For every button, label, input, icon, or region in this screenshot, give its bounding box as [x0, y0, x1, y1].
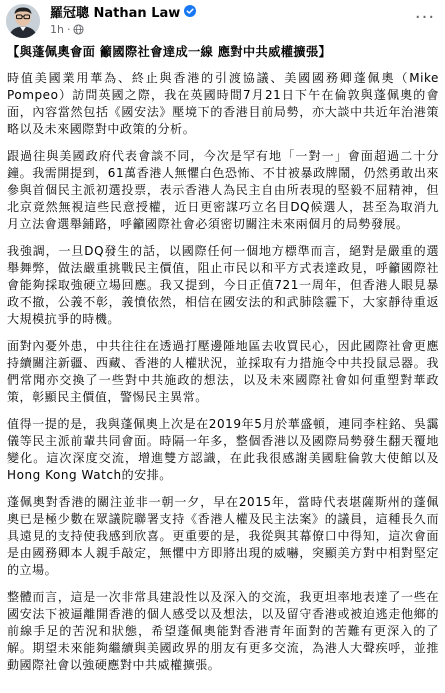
author-name-link[interactable]: 羅冠聰 Nathan Law — [50, 5, 181, 21]
post-paragraph: 蓬佩奧對香港的關注並非一朝一夕，早在2015年，當時代表堪薩斯州的蓬佩奧已是極少數在眾議院聯署支持《香港人權及民主法案》的議員，這種長久而具遠見的支持使我感到欣喜。更重要的是，我從與其幕僚口中得知，這次會面是由國務卿本人親手敲定，無懼中方即將出現的威嚇，突顯美方對中相對堅定的立場。 — [7, 495, 439, 577]
post-header — [0, 0, 445, 44]
post-body — [7, 70, 439, 684]
post-title: 【與蓬佩奧會面 籲國際社會達成一線 應對中共威權擴張】 — [7, 45, 332, 59]
globe-icon[interactable] — [73, 24, 84, 35]
more-options-button[interactable]: ··· — [414, 7, 436, 28]
post-paragraph: 整體而言，這是一次非常具建設性以及深入的交流，我更坦率地表達了一些在國安法下被逼離開香港的個人感受以及想法，以及留守香港或被迫逃走他鄉的前線手足的苦況和狀態，希望蓬佩奧能對香港青年面對的苦難有更深入的了解。期望未來能夠繼續與美國政界的朋友有更多交流，為港人大聲疾呼，並推動國際社會以強硬應對中共威權擴張。 — [7, 590, 439, 672]
post-paragraph: 跟過往與美國政府代表會談不同，今次是罕有地「一對一」會面超過二十分鐘。我需開提到，61萬香港人無懼白色恐怖、不甘被暴政牌鬧，仍然勇敢出來參與首個民主派初選投票，表示香港人為民主自由所表現的堅毅不屈精神，但北京竟然無視這些民意授權，近日更密謀巧立名目DQ候選人，甚至為取消九月立法會選舉鋪路，呼籲國際社會必須密切關注未來兩個月的局勢發展。 — [7, 149, 439, 231]
author-avatar[interactable] — [6, 4, 40, 38]
post-paragraph: 值得一提的是，我與蓬佩奧上次是在2019年5月於華盛頓，連同李柱銘、吳靄儀等民主派前輩共同會面。時隔一年多，整個香港以及國際局勢發生翻天覆地變化。這次深度交流，增進雙方認識，在此我很感謝美國駐倫敦大使館以及Hong Kong Watch的安排。 — [7, 417, 439, 482]
post-paragraph: 面對內憂外患，中共往往在透過打壓邊陲地區去收買民心，因此國際社會更應持續關注新疆、西藏、香港的人權狀況，並採取有力措施令中共投鼠忌器。我們常聞亦交換了一些對中共施政的想法，以及未來國際社會如何重塑對華政策，彰顯民主價值，警惕民主異常。 — [7, 339, 439, 404]
meta-separator: · — [66, 22, 71, 36]
verified-badge-icon — [184, 5, 196, 17]
post-paragraph: 時值美國業用華為、終止與香港的引渡協議、美國國務卿蓬佩奧（Mike Pompeo）訪問英國之際，我在英國時間7月21日下午在倫敦與蓬佩奧的會面，內容當然包括《國安法》壓境下的香港目前局勢，亦大談中共近年治港策略以及未來國際對中政策的分析。 — [7, 71, 439, 136]
post-paragraph: 我強調，一旦DQ發生的話，以國際任何一個地方標準而言，絕對是嚴重的選舉舞弊，做法嚴重挑戰民主價值，阻止市民以和平方式表達政見，呼籲國際社會能夠採取強硬立場回應。我又提到，今日正值721一周年，但香港人眼見暴政不撤，公義不彰，義憤依然，相信在國安法的和武肺陰霾下，大家靜待重返大規模抗爭的時機。 — [7, 244, 439, 326]
post-timestamp-link[interactable]: 1h — [50, 22, 64, 36]
avatar-portrait — [6, 4, 40, 38]
